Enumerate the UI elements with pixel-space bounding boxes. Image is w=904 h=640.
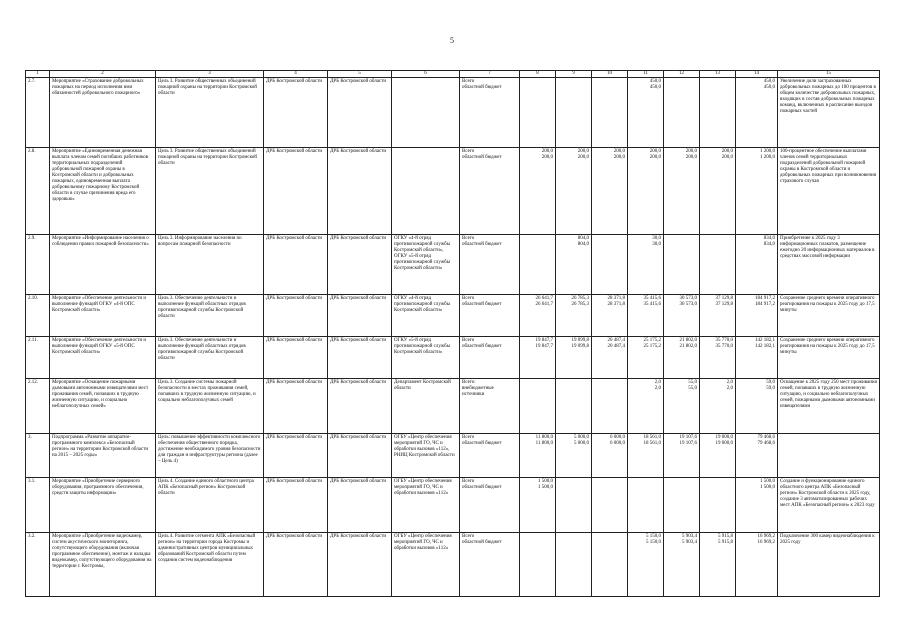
year-value-2016: 5 000,0 5 000,0 xyxy=(556,434,592,478)
event-name: Мероприятие «Единовременная денежная выплата членам семей погибших работников территориальных подразделений добровольной пожарной охраны в Костромской области и добровольных пожарных, единовременная выплата добровольному пожарному Костромской области в случае причинения вреда его здоровью» xyxy=(50,148,156,235)
expected-result xyxy=(778,434,880,478)
column-number: 5 xyxy=(328,71,392,78)
goal-text: Цель 4. Развитие сегмента АПК «Безопасный регион» на территории города Костромы и административных центров муниципальных образований Костромской области путем создания систем видеонаблюдения xyxy=(156,533,264,597)
executor: ДРБ Костромской области xyxy=(328,434,392,478)
participant: ОГБУ «Центр обеспечения мероприятий ГО, ЧС и обработки вызовов «112», РНИЦ Костромской области xyxy=(392,434,460,478)
expected-result: Оснащение к 2025 году 250 мест проживания семей, попавших в трудную жизненную ситуацию, и социально неблагополучных семей, пожарными дымовыми автономными извещателями xyxy=(778,379,880,434)
year-value-2018: 25 175,2 25 175,2 xyxy=(628,337,664,379)
executor: ДРБ Костромской области xyxy=(328,235,392,295)
year-value-2019: 19 107,6 19 107,6 xyxy=(664,434,700,478)
goal-text: Цель 3. Обеспечение деятельности и выполнение функций областных отрядов противопожарной службы Костромской области xyxy=(156,337,264,379)
funding-source: Всего областной бюджет xyxy=(460,78,520,148)
year-value-2017 xyxy=(592,379,628,434)
year-value-2019: 55,0 55,0 xyxy=(664,379,700,434)
year-value-2016: 19 099,8 19 099,8 xyxy=(556,337,592,379)
total-value: 1 200,0 1 200,0 xyxy=(736,148,778,235)
year-value-2016 xyxy=(556,379,592,434)
goal-text: Цель 3. Развитие общественных объединений пожарной охраны на территории Костромской области xyxy=(156,78,264,148)
year-value-2015 xyxy=(520,533,556,597)
executor: ДРБ Костромской области xyxy=(328,148,392,235)
funding-source: Всего областной бюджет xyxy=(460,533,520,597)
row-number: 2.12. xyxy=(26,379,50,434)
participant xyxy=(392,148,460,235)
column-number: 15 xyxy=(778,71,880,78)
goal-text: Цель: повышение эффективности комплексного обеспечения общественного порядка, достижение необходимого уровня безопасности для граждан и инфраструктуры региона (далее – Цель 4) xyxy=(156,434,264,478)
executor: ДРБ Костромской области xyxy=(328,478,392,533)
participant xyxy=(392,78,460,148)
table-row xyxy=(26,148,880,235)
column-number: 10 xyxy=(592,71,628,78)
goal-text: Цель 3. Обеспечение деятельности и выполнение функций областных отрядов противопожарной службы Костромской области xyxy=(156,295,264,337)
year-value-2015: 1 500,0 1 500,0 xyxy=(520,478,556,533)
year-value-2017: 20 487,4 20 487,4 xyxy=(592,337,628,379)
year-value-2015 xyxy=(520,78,556,148)
column-number: 14 xyxy=(736,71,778,78)
total-value: 142 182,1 142 182,1 xyxy=(736,337,778,379)
participant: ОГКУ «4-й отряд противопожарной службы Костромской области» xyxy=(392,295,460,337)
year-value-2016: 804,0 804,0 xyxy=(556,235,592,295)
administrator: ДРБ Костромской области xyxy=(264,78,328,148)
year-value-2015: 19 847,7 19 847,7 xyxy=(520,337,556,379)
year-value-2016 xyxy=(556,533,592,597)
year-value-2019 xyxy=(664,78,700,148)
year-value-2017: 6 000,0 6 000,0 xyxy=(592,434,628,478)
table-row xyxy=(26,478,880,533)
participant: ОГКУ «4-й отряд противопожарной службы Костромской области», ОГКУ «5-й отряд противопожарной службы Костромской области» xyxy=(392,235,460,295)
total-value: 16 969,2 16 969,2 xyxy=(736,533,778,597)
year-value-2016: 26 785,3 26 785,3 xyxy=(556,295,592,337)
expected-result: Сохранение среднего времени оперативного реагирования на пожары к 2025 году до 17,5 минуты xyxy=(778,295,880,337)
funding-source: Всего областной бюджет xyxy=(460,434,520,478)
administrator: ДРБ Костромской области xyxy=(264,379,328,434)
row-number: 2.10. xyxy=(26,295,50,337)
goal-text: Цель 3. Развитие общественных объединений пожарной охраны на территории Костромской области xyxy=(156,148,264,235)
total-value: 1 500,0 1 500,0 xyxy=(736,478,778,533)
year-value-2017 xyxy=(592,478,628,533)
administrator: ДРБ Костромской области xyxy=(264,533,328,597)
table-row xyxy=(26,235,880,295)
participant: ОГКУ «5-й отряд противопожарной службы Костромской области» xyxy=(392,337,460,379)
year-value-2020: 5 915,8 5 915,8 xyxy=(700,533,736,597)
year-value-2018: 200,0 200,0 xyxy=(628,148,664,235)
column-number: 4 xyxy=(264,71,328,78)
year-value-2018: 30,0 30,0 xyxy=(628,235,664,295)
total-value: 450,0 450,0 xyxy=(736,78,778,148)
year-value-2019: 21 802,0 21 802,0 xyxy=(664,337,700,379)
goal-text: Цель 3. Информирование населения по вопросам пожарной безопасности xyxy=(156,235,264,295)
funding-source: Всего областной бюджет xyxy=(460,295,520,337)
executor: ДРБ Костромской области xyxy=(328,295,392,337)
year-value-2020: 2,0 2,0 xyxy=(700,379,736,434)
table-row xyxy=(26,379,880,434)
executor: ДРБ Костромской области xyxy=(328,533,392,597)
event-name: Подпрограмма «Развитие аппаратно-программного комплекса «Безопасный регион» на территории Костромской области на 2015 – 2025 годы» xyxy=(50,434,156,478)
executor: ДРБ Костромской области xyxy=(328,337,392,379)
funding-source: Всего областной бюджет xyxy=(460,337,520,379)
year-value-2017: 28 371,8 28 371,8 xyxy=(592,295,628,337)
year-value-2018: 35 415,6 35 415,6 xyxy=(628,295,664,337)
column-numbers-row xyxy=(26,71,880,78)
year-value-2015: 200,0 200,0 xyxy=(520,148,556,235)
table-row xyxy=(26,295,880,337)
year-value-2020 xyxy=(700,78,736,148)
column-number: 7 xyxy=(460,71,520,78)
funding-source: Всего областной бюджет xyxy=(460,148,520,235)
expected-result: Сохранение среднего времени оперативного реагирования на пожары к 2025 году до 17,5 минуты xyxy=(778,337,880,379)
column-number: 6 xyxy=(392,71,460,78)
funding-source: Всего областной бюджет xyxy=(460,235,520,295)
administrator: ДРБ Костромской области xyxy=(264,337,328,379)
table-row xyxy=(26,78,880,148)
event-name: Мероприятие «Страхование добровольных пожарных на период исполнения ими обязанностей добровольного пожарного» xyxy=(50,78,156,148)
year-value-2019: 5 903,4 5 903,4 xyxy=(664,533,700,597)
event-name: Мероприятие «Информирование населения о соблюдении правил пожарной безопасности» xyxy=(50,235,156,295)
year-value-2017 xyxy=(592,533,628,597)
administrator: ДРБ Костромской области xyxy=(264,434,328,478)
event-name: Мероприятие «Оснащение пожарными дымовыми автономными извещателями мест проживания семей, попавших в трудную жизненную ситуацию, и социально неблагополучных семей» xyxy=(50,379,156,434)
expected-result: 100-процентное обеспечение выплатами членов семей территориальных подразделений добровольной пожарной охраны в Костромской области и добровольных пожарных при возникновении страхового случая xyxy=(778,148,880,235)
year-value-2020: 35 770,0 35 770,0 xyxy=(700,337,736,379)
year-value-2020: 37 129,8 37 129,8 xyxy=(700,295,736,337)
goal-text: Цель 4. Создание единого областного центра АПК «Безопасный регион» Костромской области xyxy=(156,478,264,533)
executor: ДРБ Костромской области xyxy=(328,78,392,148)
row-number: 3.2. xyxy=(26,533,50,597)
column-number: 13 xyxy=(700,71,736,78)
event-name: Мероприятие «Обеспечение деятельности и выполнение функций ОГКУ «4-й ОПС Костромской области» xyxy=(50,295,156,337)
year-value-2018: 5 150,0 5 150,0 xyxy=(628,533,664,597)
year-value-2020 xyxy=(700,235,736,295)
column-number: 3 xyxy=(156,71,264,78)
year-value-2016: 200,0 200,0 xyxy=(556,148,592,235)
table-row xyxy=(26,337,880,379)
column-number: 8 xyxy=(520,71,556,78)
program-activities-table xyxy=(25,70,880,597)
administrator: ДРБ Костромской области xyxy=(264,295,328,337)
year-value-2018: 2,0 2,0 xyxy=(628,379,664,434)
total-value: 184 917,2 184 917,2 xyxy=(736,295,778,337)
year-value-2020: 200,0 200,0 xyxy=(700,148,736,235)
year-value-2020: 19 000,0 19 000,0 xyxy=(700,434,736,478)
row-number: 2.7. xyxy=(26,78,50,148)
year-value-2017: 200,0 200,0 xyxy=(592,148,628,235)
expected-result: Подключение 300 камер видеонаблюдения к 2025 году xyxy=(778,533,880,597)
year-value-2015 xyxy=(520,379,556,434)
row-number: 2.11. xyxy=(26,337,50,379)
year-value-2018 xyxy=(628,478,664,533)
year-value-2019 xyxy=(664,235,700,295)
year-value-2015: 11 800,0 11 800,0 xyxy=(520,434,556,478)
year-value-2019 xyxy=(664,478,700,533)
year-value-2019: 200,0 200,0 xyxy=(664,148,700,235)
total-value: 834,0 834,0 xyxy=(736,235,778,295)
year-value-2015 xyxy=(520,235,556,295)
expected-result: Создание и функционирование единого областного центра АПК «Безопасный регион» Костромской области к 2025 году, создание 3 автоматизированных рабочих мест АПК «Безопасный регион» к 2023 году xyxy=(778,478,880,533)
participant: ОГБУ «Центр обеспечения мероприятий ГО, ЧС и обработки вызовов «112» xyxy=(392,478,460,533)
year-value-2017 xyxy=(592,235,628,295)
expected-result: Приобретение к 2025 году 3 информационных плакатов, размещение ежегодно 20 информационных материалов в средствах массовой информации xyxy=(778,235,880,295)
participant: Департамент Костромской области xyxy=(392,379,460,434)
year-value-2016 xyxy=(556,478,592,533)
row-number: 3. xyxy=(26,434,50,478)
table-row xyxy=(26,434,880,478)
row-number: 3.1. xyxy=(26,478,50,533)
column-number: 12 xyxy=(664,71,700,78)
event-name: Мероприятие «Приобретение видеокамер, систем акустического мониторинга, сопутствующего оборудования (включая программное обеспечение), монтаж и наладка видеокамер, сопутствующего оборудования на территории г. Костромы, xyxy=(50,533,156,597)
executor: ДРБ Костромской области xyxy=(328,379,392,434)
page-number: 5 xyxy=(450,36,454,45)
year-value-2016 xyxy=(556,78,592,148)
column-number: 11 xyxy=(628,71,664,78)
column-number: 2 xyxy=(50,71,156,78)
funding-source: Всего областной бюджет xyxy=(460,478,520,533)
row-number: 2.8. xyxy=(26,148,50,235)
participant: ОГБУ «Центр обеспечения мероприятий ГО, ЧС и обработки вызовов «112» xyxy=(392,533,460,597)
expected-result: Увеличение доли застрахованных добровольных пожарных до 100 процентов в общем количестве добровольных пожарных, входящих в состав добровольных пожарных команд, включенных в расписание выездов пожарных частей xyxy=(778,78,880,148)
event-name: Мероприятие «Обеспечение деятельности и выполнение функций ОГКУ «5-й ОПС Костромской области» xyxy=(50,337,156,379)
table-row xyxy=(26,533,880,597)
administrator: ДРБ Костромской области xyxy=(264,148,328,235)
funding-source: Всего: внебюджетные источники xyxy=(460,379,520,434)
goal-text: Цель 3. Создание системы пожарной безопасности в местах проживания семей, попавших в трудную жизненную ситуацию, и социально неблагополучных семей xyxy=(156,379,264,434)
year-value-2015: 26 641,7 26 641,7 xyxy=(520,295,556,337)
year-value-2020 xyxy=(700,478,736,533)
event-name: Мероприятие «Приобретение серверного оборудования, программного обеспечения, средств защиты информации» xyxy=(50,478,156,533)
year-value-2017 xyxy=(592,78,628,148)
year-value-2019: 30 573,0 30 573,0 xyxy=(664,295,700,337)
column-number: 9 xyxy=(556,71,592,78)
column-number: 1 xyxy=(26,71,50,78)
year-value-2018: 18 561,0 18 561,0 xyxy=(628,434,664,478)
year-value-2018: 450,0 450,0 xyxy=(628,78,664,148)
administrator: ДРБ Костромской области xyxy=(264,235,328,295)
administrator: ДРБ Костромской области xyxy=(264,478,328,533)
total-value: 59,0 59,0 xyxy=(736,379,778,434)
total-value: 79 468,6 79 468,6 xyxy=(736,434,778,478)
row-number: 2.9. xyxy=(26,235,50,295)
